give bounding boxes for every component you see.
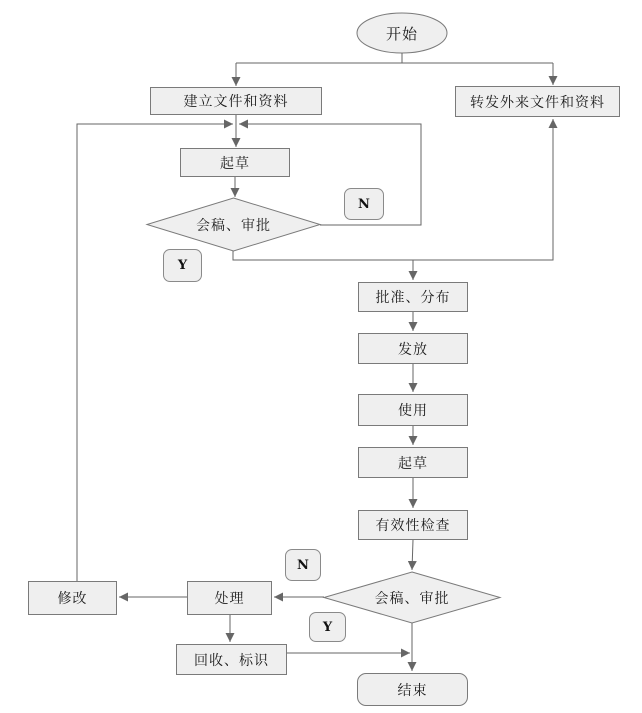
connector-modify-loop bbox=[77, 124, 233, 581]
branch-label-n2: N bbox=[285, 549, 321, 581]
node-handle: 处理 bbox=[187, 581, 272, 615]
node-use: 使用 bbox=[358, 394, 468, 426]
decision-review1-shape bbox=[147, 198, 320, 251]
node-approve-distribute: 批准、分布 bbox=[358, 282, 468, 312]
node-issue: 发放 bbox=[358, 333, 468, 364]
decision-review1-label: 会稿、审批 bbox=[196, 217, 271, 234]
node-draft1: 起草 bbox=[180, 148, 290, 177]
start-label: 开始 bbox=[385, 24, 418, 43]
node-recycle-mark: 回收、标识 bbox=[176, 644, 287, 675]
node-create-docs: 建立文件和资料 bbox=[150, 87, 322, 115]
start-terminator-shape bbox=[357, 13, 447, 53]
node-draft2: 起草 bbox=[358, 447, 468, 478]
node-validity-check: 有效性检查 bbox=[358, 510, 468, 540]
decision-review2-label: 会稿、审批 bbox=[374, 590, 450, 607]
node-modify: 修改 bbox=[28, 581, 117, 615]
end-terminator: 结束 bbox=[357, 673, 468, 706]
decision-review2-shape bbox=[324, 572, 500, 623]
branch-label-y1: Y bbox=[163, 249, 202, 282]
connector-review1-y-to-forward-docs bbox=[233, 119, 553, 260]
branch-label-y2: Y bbox=[309, 612, 346, 642]
connector-validity-to-review2 bbox=[412, 540, 413, 570]
branch-label-n1: N bbox=[344, 188, 384, 220]
node-forward-docs: 转发外来文件和资料 bbox=[455, 86, 620, 117]
